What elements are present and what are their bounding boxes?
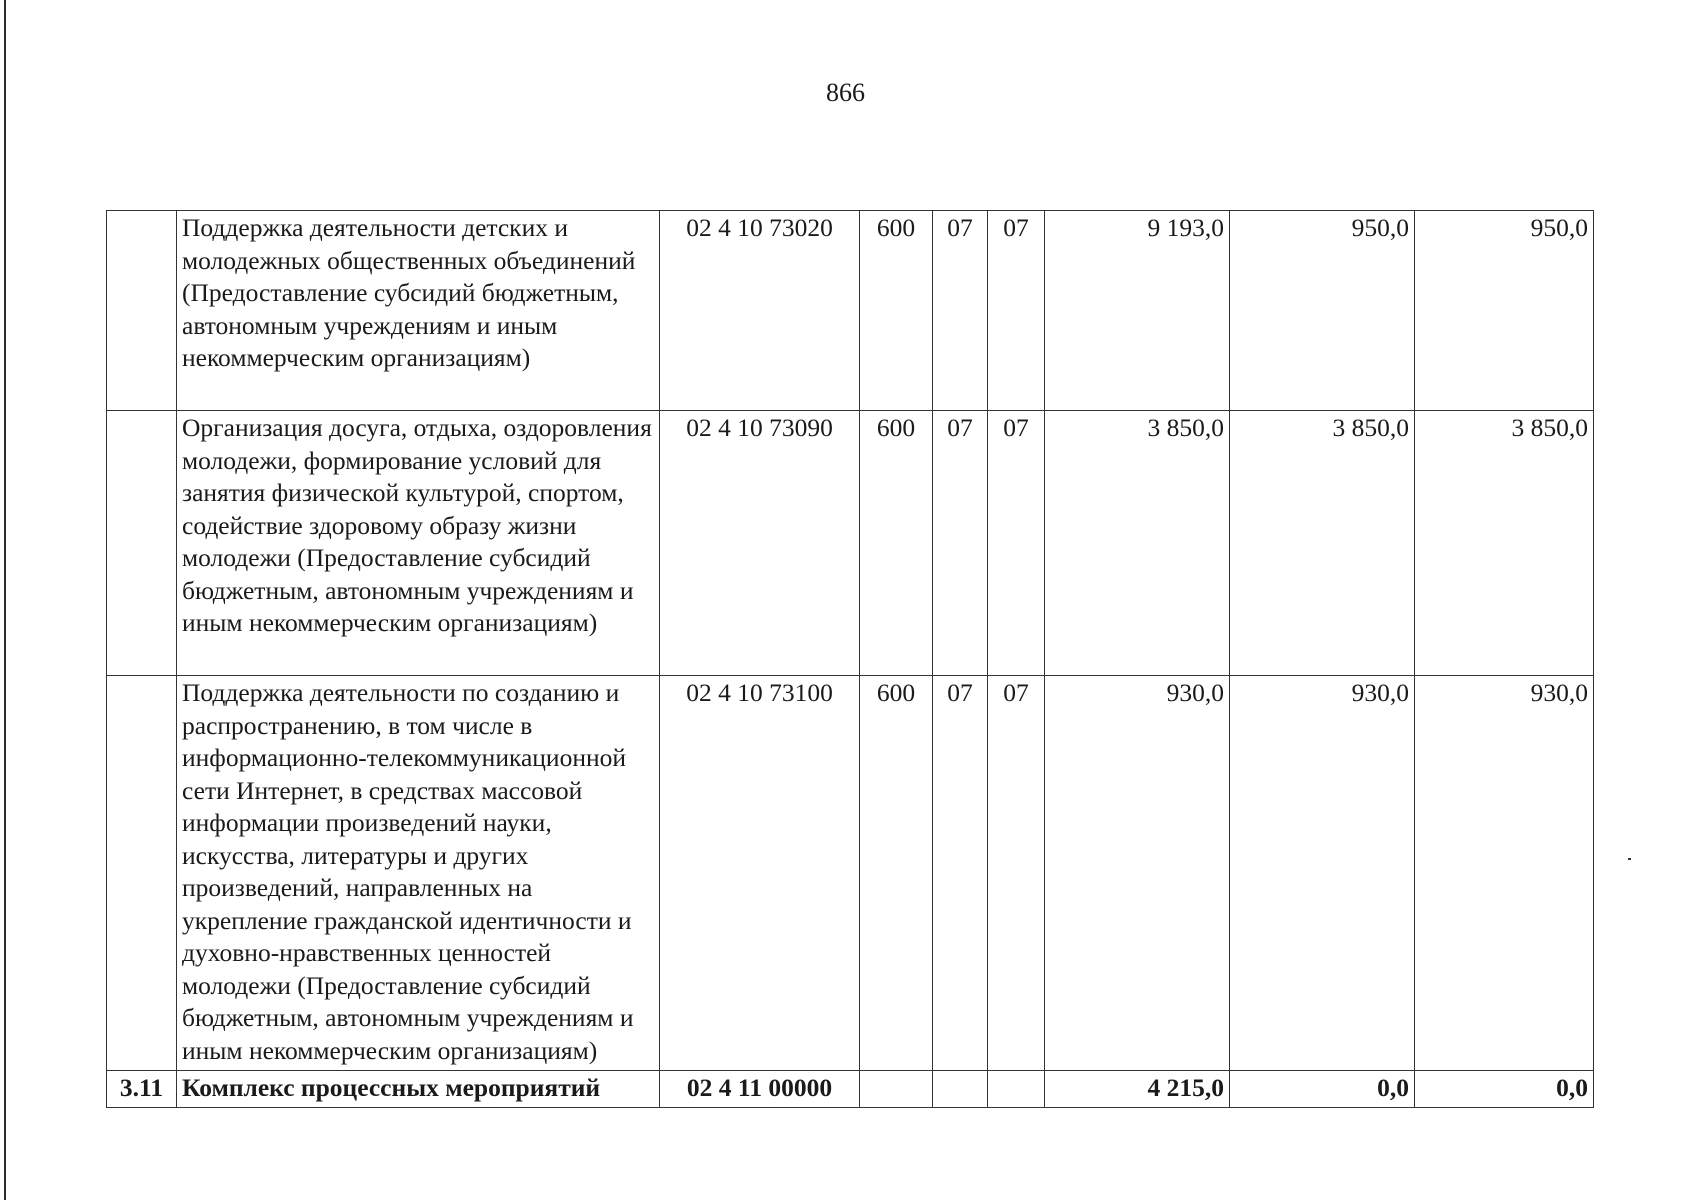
row-section (933, 1071, 988, 1108)
table-row (107, 676, 1594, 1071)
scan-speck (1628, 858, 1631, 860)
row-number (107, 211, 177, 411)
row-number (107, 411, 177, 676)
row-expense-type: 600 (860, 676, 933, 1071)
scan-edge (4, 0, 6, 1200)
table-row (107, 211, 1594, 411)
row-sum-3: 0,0 (1415, 1071, 1594, 1108)
row-code: 02 4 10 73090 (660, 411, 860, 676)
row-section: 07 (933, 211, 988, 411)
row-name: Поддержка деятельности по созданию и распространению, в том числе в информационно-телекоммуникационной сети Интернет, в средствах массовой информации произведений науки, искусства, литературы и других произведений, направленных на укрепление гражданской идентичности и духовно-нравственных ценностей молодежи (Предоставление субсидий бюджетным, автономным учреждениям и иным некоммерческим организациям) (177, 676, 660, 1071)
row-sum-2: 950,0 (1230, 211, 1415, 411)
row-section: 07 (933, 411, 988, 676)
row-expense-type (860, 1071, 933, 1108)
row-sum-3: 3 850,0 (1415, 411, 1594, 676)
row-sum-1: 9 193,0 (1045, 211, 1230, 411)
row-sum-1: 4 215,0 (1045, 1071, 1230, 1108)
row-sum-1: 930,0 (1045, 676, 1230, 1071)
budget-table (106, 210, 1594, 1108)
row-subsection: 07 (988, 411, 1045, 676)
row-code: 02 4 10 73020 (660, 211, 860, 411)
row-expense-type: 600 (860, 411, 933, 676)
row-number: 3.11 (107, 1071, 177, 1108)
row-name: Поддержка деятельности детских и молодежных общественных объединений (Предоставление субсидий бюджетным, автономным учреждениям и иным некоммерческим организациям) (177, 211, 660, 411)
row-expense-type: 600 (860, 211, 933, 411)
row-sum-2: 0,0 (1230, 1071, 1415, 1108)
row-subsection: 07 (988, 676, 1045, 1071)
row-sum-2: 3 850,0 (1230, 411, 1415, 676)
row-number (107, 676, 177, 1071)
table-row-total (107, 1071, 1594, 1108)
row-sum-1: 3 850,0 (1045, 411, 1230, 676)
row-sum-3: 930,0 (1415, 676, 1594, 1071)
row-sum-2: 930,0 (1230, 676, 1415, 1071)
row-code: 02 4 10 73100 (660, 676, 860, 1071)
page-number: 866 (826, 78, 865, 107)
row-section: 07 (933, 676, 988, 1071)
row-sum-3: 950,0 (1415, 211, 1594, 411)
row-subsection: 07 (988, 211, 1045, 411)
table-row (107, 411, 1594, 676)
row-name: Организация досуга, отдыха, оздоровления молодежи, формирование условий для занятия физической культурой, спортом, содействие здоровому образу жизни молодежи (Предоставление субсидий бюджетным, автономным учреждениям и иным некоммерческим организациям) (177, 411, 660, 676)
row-subsection (988, 1071, 1045, 1108)
row-name: Комплекс процессных мероприятий (177, 1071, 660, 1108)
row-code: 02 4 11 00000 (660, 1071, 860, 1108)
